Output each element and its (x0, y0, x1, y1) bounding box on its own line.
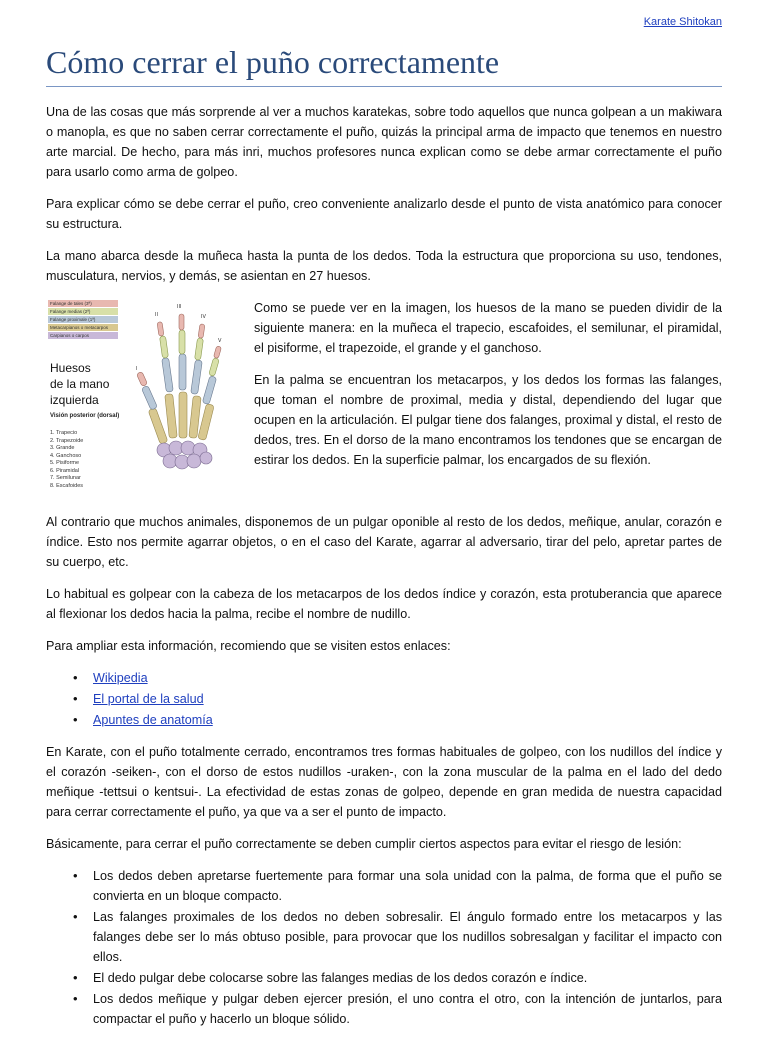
header-site-link[interactable]: Karate Shitokan (643, 16, 722, 28)
finger-numeral: III (177, 304, 182, 310)
list-item: • Los dedos meñique y pulgar deben ejercer presión, el uno contra el otro, con la intención de juntarlos, para compactar el puño y hacerlo un bloque sólido. (46, 989, 722, 1029)
page-title: Cómo cerrar el puño correctamente (46, 40, 722, 87)
article-body (46, 102, 722, 1041)
list-item: • El dedo pulgar debe colocarse sobre las falanges medias de los dedos corazón e índice. (46, 968, 722, 988)
legend-item: Falange proximale (1ª) (48, 316, 118, 323)
finger-numeral: I (136, 366, 138, 372)
bone-list-item: 3. Grande (50, 445, 75, 451)
legend-item: Falange de tales (3ª) (48, 300, 118, 307)
legend-item: Carpianos o carpos (48, 332, 118, 339)
paragraph-hand-structure: La mano abarca desde la muñeca hasta la punta de los dedos. Toda la estructura que proporciona su uso, tendones, musculatura, nervios, y demás, se asientan en 27 huesos. (46, 249, 722, 283)
link-apuntes-anatomia[interactable]: Apuntes de anatomía (93, 713, 213, 727)
finger-numeral: IV (201, 314, 206, 320)
paragraph-links-intro: Para ampliar esta información, recomiendo que se visiten estos enlaces: (46, 639, 451, 653)
paragraph-thumb: Al contrario que muchos animales, disponemos de un pulgar oponible al resto de los dedos, meñique, anular, corazón e índice. Esto nos permite agarrar objetos, o en el caso del Karate, agarrar al adversario, tirar del pelo, apretar partes de su cuerpo, etc. (46, 515, 722, 569)
paragraph-palm-fingers: En la palma se encuentran los metacarpos, y los dedos los formas las falanges, que toman el nombre de proximal, media y distal, dependiendo del lugar que ocupen en la articulación. El pulgar tiene dos falanges, proximal y distal, el resto de dedos, tres. En el dorso de la mano encontramos los tendones que se encargan de estirar los dedos. En la superficie palmar, los encargados de su flexión. (254, 373, 722, 467)
finger-numeral: V (218, 338, 222, 344)
legend-item: Metacarpianos o metacarpos (48, 324, 118, 331)
paragraph-rules-intro: Básicamente, para cerrar el puño correctamente se deben cumplir ciertos aspectos para evitar el riesgo de lesión: (46, 837, 682, 851)
link-wikipedia[interactable]: Wikipedia (93, 671, 148, 685)
paragraph-knuckle: Lo habitual es golpear con la cabeza de los metacarpos de los dedos índice y corazón, esta protuberancia que aparece al flexionar los dedos hacia la palma, recibe el nombre de nudillo. (46, 587, 722, 621)
figure-label-line2: de la mano (50, 377, 110, 391)
hand-bones-figure (46, 298, 246, 498)
figure-label-line3: izquierda (50, 393, 99, 407)
paragraph-intro: Una de las cosas que más sorprende al ver a muchos karatekas, sobre todo aquellos que nunca golpean a un makiwara o manopla, es que no saben cerrar correctamente el puño, quizás la principal arma de impacto que tenemos en nuestro arte marcial. De hecho, para más inri, muchos profesores nunca explican como se debe armar correctamente el puño para usarlo como arma de golpeo. (46, 105, 722, 179)
figure-section (46, 298, 722, 500)
bone-list-item: 5. Pisiforme (50, 460, 80, 466)
finger-numeral: II (155, 312, 158, 318)
paragraph-anatomy-intro: Para explicar cómo se debe cerrar el puño, creo conveniente analizarlo desde el punto de vista anatómico para conocer su estructura. (46, 197, 722, 231)
bone-list-item: 6. Piramidal (50, 467, 80, 474)
figure-side-text (254, 298, 722, 482)
bone-list-item: 4. Ganchoso (50, 452, 82, 459)
figure-sublabel: Visión posterior (dorsal) (50, 413, 120, 419)
figure-label-line1: Huesos (50, 361, 91, 375)
bone-list-item: 8. Escafoides (50, 482, 84, 489)
list-item (46, 668, 722, 688)
list-item (46, 710, 722, 730)
paragraph-wrist-bones: Como se puede ver en la imagen, los huesos de la mano se pueden dividir de la siguiente manera: en la muñeca el trapecio, escafoides, el semilunar, el piramidal, el pisiforme, el trapezoide, el grande y el ganchoso. (254, 301, 722, 355)
fist-rules-list (46, 866, 722, 1029)
bone-list-item: 2. Trapezoide (50, 437, 84, 444)
bone-list-item: 1. Trapecio (50, 430, 78, 436)
list-item (46, 689, 722, 709)
legend-item: Falange medias (2ª) (48, 308, 118, 315)
list-item: • Las falanges proximales de los dedos no deben sobresalir. El ángulo formado entre los metacarpos y las falanges debe ser lo más obtuso posible, para provocar que los nudillos sobresalgan y facilitar el impacto con ellos. (46, 907, 722, 967)
hand-skeleton-illustration (46, 298, 246, 498)
bone-list-item: 7. Semilunar (50, 475, 81, 481)
reference-links-list (46, 668, 722, 730)
paragraph-striking-forms: En Karate, con el puño totalmente cerrado, encontramos tres formas habituales de golpeo, con los nudillos del índice y el corazón -seiken-, con el dorso de estos nudillos -uraken-, con la zona muscular de la palma en el lado del dedo meñique -tettsui o kentsui-. La efectividad de estas zonas de golpeo, depende en gran medida de nuestra capacidad para cerrar correctamente el puño, ya que va a ser el punto de impacto. (46, 745, 722, 819)
link-portal-salud[interactable]: El portal de la salud (93, 692, 204, 706)
list-item: • Los dedos deben apretarse fuertemente para formar una sola unidad con la palma, de forma que el puño se convierta en un bloque compacto. (46, 866, 722, 906)
